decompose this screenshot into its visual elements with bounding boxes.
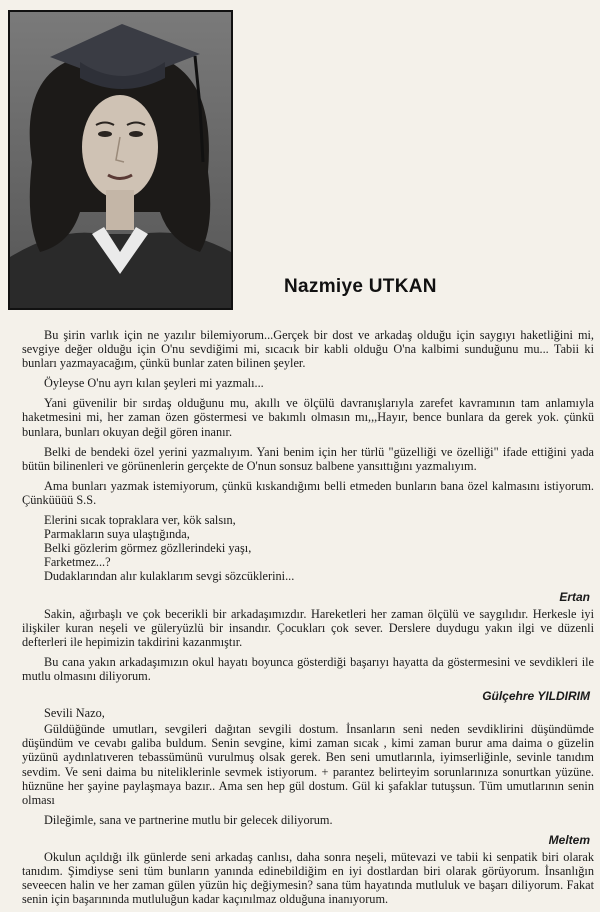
poem-line: Belki gözlerim görmez gözllerindeki yaşı, xyxy=(44,541,252,556)
paragraph: Ama bunları yazmak istemiyorum, çünkü kıskandığımı belli etmeden bunların bana özel kalmasını istiyorum. Çünküüüü S.S. xyxy=(22,478,594,507)
poem-line: Dudaklarından alır kulaklarım sevgi sözcüklerini... xyxy=(44,569,295,584)
poem-line: Parmakların suya ulaştığında, xyxy=(44,527,190,542)
article-body xyxy=(22,328,594,912)
signature-meltem: Meltem xyxy=(548,832,590,847)
signature-ertan: Ertan xyxy=(559,589,590,604)
poem-line: Farketmez...? xyxy=(44,555,111,570)
paragraph: Dileğimle, sana ve partnerine mutlu bir gelecek diliyorum. xyxy=(44,812,333,827)
poem-line: Elerini sıcak topraklara ver, kök salsın, xyxy=(44,513,236,528)
paragraph: Bu şirin varlık için ne yazılır bilemiyorum...Gerçek bir dost ve arkadaş olduğu için saygıyı haketliğini mi, sevgiye değer olduğu için O'nu sevdiğimi mi, sıcacık bir kabli olduğu O'na kalbimi sunduğunu mu... Tabii ki bunları yazmayacağım, çünkü bunlar zaten bilinen şeyler. xyxy=(22,328,594,371)
paragraph: Yani güvenilir bir sırdaş olduğunu mu, akıllı ve ölçülü davranışlarıyla zarefet kavramının tam anlamıyla haketmesini mi, her zaman özen göstermesi ve bakımlı olmasın mı,,,Hayır, bence bunlara da gerek yok. çünkü bunlara, bunları okuyan değil gören inanır. xyxy=(22,396,594,439)
paragraph: Güldüğünde umutları, sevgileri dağıtan sevgili dostum. İnsanların seni neden sevdiklirini düşündümde düşündüm ve cevabı galiba buldum. Senin sevgine, kimi zaman sıcak , kimi zaman burur ama daima o güzelin yüzünü aydınlatıveren tebassümünü vurulmuş olsak gerek. Ben seni umutlarınla, iyimserliğinle, sevinle tanıdım sevdim. Ve seni daima bu niteliklerinle sevmek istiyorum. + parantez belirteyim sorunlarınıza sonurtkan yüzüne. hüznüne her şayine paylaşmaya bazır.. Ama sen hep gül dostum. Gül ki şafaklar tutuşsun. Tüm umutlarının senin olması xyxy=(22,722,594,807)
paragraph: Öyleyse O'nu ayrı kılan şeyleri mi yazmalı... xyxy=(44,376,264,391)
graduate-portrait-image xyxy=(10,12,231,308)
portrait-photo xyxy=(8,10,233,310)
paragraph: Sakin, ağırbaşlı ve çok becerikli bir arkadaşımızdır. Hareketleri her zaman ölçülü ve saygılıdır. Herkesle iyi ilişkiler kuran neşeli ve güleryüzlü bir insandır. Çocukları çok sever. Derslere duydugu yakın ilgi ve düzenli defterleri ile hepimizin takdirini kazanmıştır. xyxy=(22,606,594,649)
paragraph: Okulun açıldığı ilk günlerde seni arkadaş canlısı, daha sonra neşeli, mütevazi ve tabii ki senpatik biri olarak tanıdım. Şimdiyse seni tüm bunların yanında edinebildiğim en iyi dostlardan biri olarak görüyorum. İnsanlığın seveecen halin ve her zaman gülen yüzün hiç değiymesin? sana tüm hayatında mutluluk ve başarı diliyorum. Fakat senin için başarınında mutluluğun kadar kaçınılmaz olduğuna inanıyorum. xyxy=(22,850,594,907)
salutation: Sevili Nazo, xyxy=(44,706,105,721)
student-name: Nazmiye UTKAN xyxy=(284,276,437,297)
paragraph: Bu cana yakın arkadaşımızın okul hayatı boyunca gösterdiği başarıyı hayatta da göstermesini ve sevdikleri ile mutlu olmasını diliyorum. xyxy=(22,654,594,683)
paragraph: Belki de bendeki özel yerini yazmalıyım. Yani benim için her türlü "güzelliği ve özelliği" ifade ettiğini yada bütün bilinenleri ve görünenlerin gerçekte de O'nun sonsuz balbene yansıttığını yazmalıyım. xyxy=(22,444,594,473)
poem xyxy=(22,513,594,583)
signature-gulcehre: Gülçehre YILDIRIM xyxy=(482,689,590,704)
